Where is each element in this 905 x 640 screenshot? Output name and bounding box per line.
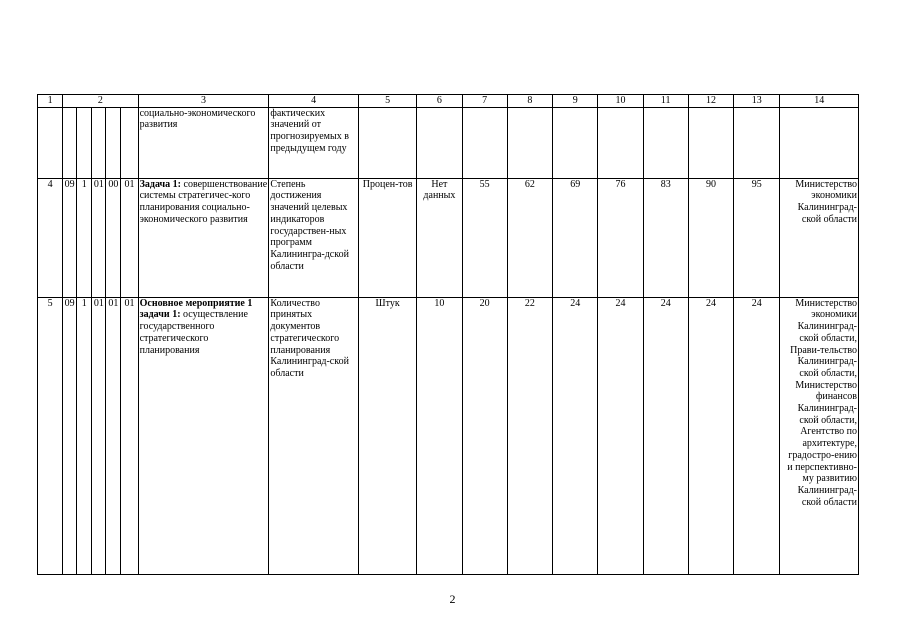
- header-col-8: 8: [507, 95, 552, 108]
- value-cell: [553, 107, 598, 178]
- code-cell: 01: [92, 178, 106, 297]
- base-value-cell: Нет данных: [417, 178, 462, 297]
- value-cell: 76: [598, 178, 643, 297]
- item-name-cell: [138, 297, 269, 574]
- header-col-4: 4: [269, 95, 359, 108]
- value-cell: [417, 107, 462, 178]
- value-cell: 20: [462, 297, 507, 574]
- value-cell: [688, 107, 733, 178]
- indicator-cell: Степень достижения значений целевых индикаторов государствен-ных программ Калинингра-дской области: [269, 178, 359, 297]
- value-cell: 24: [553, 297, 598, 574]
- header-col-11: 11: [643, 95, 688, 108]
- code-cell: 09: [63, 178, 77, 297]
- code-cell: 00: [106, 178, 121, 297]
- value-cell: 24: [598, 297, 643, 574]
- header-col-5: 5: [358, 95, 416, 108]
- header-col-9: 9: [553, 95, 598, 108]
- code-cell: 1: [77, 297, 92, 574]
- code-cell: 01: [121, 297, 138, 574]
- indicator-cell: Количество принятых документов стратегического планирования Калининград-ской области: [269, 297, 359, 574]
- value-cell: 90: [688, 178, 733, 297]
- unit-cell: Процен-тов: [358, 178, 416, 297]
- value-cell: [507, 107, 552, 178]
- indicators-table: [37, 94, 859, 575]
- value-cell: 83: [643, 178, 688, 297]
- item-name-text: совершенствование системы стратегичес-кого планирования социально-экономического развития: [139, 178, 268, 225]
- item-name-title: Основное мероприятие 1 задачи 1:: [139, 297, 253, 321]
- code-cell: [92, 107, 106, 178]
- header-col-6: 6: [417, 95, 462, 108]
- header-row: [38, 95, 859, 108]
- code-cell: 09: [63, 297, 77, 574]
- table-row: [38, 297, 859, 574]
- header-col-13: 13: [734, 95, 780, 108]
- value-cell: [643, 107, 688, 178]
- table-row: [38, 107, 859, 178]
- value-cell: 24: [688, 297, 733, 574]
- item-name-title: Задача 1:: [139, 178, 182, 190]
- code-cell: 1: [77, 178, 92, 297]
- row-number-cell: 5: [38, 297, 63, 574]
- code-cell: [121, 107, 138, 178]
- item-name-cell: [138, 178, 269, 297]
- code-cell: 01: [121, 178, 138, 297]
- value-cell: 22: [507, 297, 552, 574]
- base-value-cell: 10: [417, 297, 462, 574]
- page-number: 2: [449, 592, 456, 606]
- header-col-10: 10: [598, 95, 643, 108]
- code-cell: 01: [106, 297, 121, 574]
- item-name-text: осуществление государственного стратегического планирования: [139, 309, 248, 356]
- item-name-cell: социально-экономического развития: [138, 107, 269, 178]
- value-cell: 95: [734, 178, 780, 297]
- value-cell: 55: [462, 178, 507, 297]
- header-col-7: 7: [462, 95, 507, 108]
- row-number-cell: [38, 107, 63, 178]
- code-cell: 01: [92, 297, 106, 574]
- header-col-1: 1: [38, 95, 63, 108]
- value-cell: [462, 107, 507, 178]
- row-number-cell: 4: [38, 178, 63, 297]
- value-cell: 24: [734, 297, 780, 574]
- value-cell: 62: [507, 178, 552, 297]
- header-col-2: 2: [63, 95, 138, 108]
- responsible-cell: Министерство экономики Калининград-ской области, Прави-тельство Калининград-ской области, Министерство финансов Калининград-ской области, Агентство по архитектуре, градостро-ению и перспективно-му развитию Калининград-ской области: [780, 297, 859, 574]
- value-cell: [598, 107, 643, 178]
- header-col-14: 14: [780, 95, 859, 108]
- indicator-cell: фактических значений от прогнозируемых в предыдущем году: [269, 107, 359, 178]
- header-col-3: 3: [138, 95, 269, 108]
- value-cell: 69: [553, 178, 598, 297]
- unit-cell: [358, 107, 416, 178]
- code-cell: [77, 107, 92, 178]
- responsible-cell: Министерство экономики Калининград-ской области: [780, 178, 859, 297]
- unit-cell: Штук: [358, 297, 416, 574]
- value-cell: [734, 107, 780, 178]
- value-cell: 24: [643, 297, 688, 574]
- code-cell: [106, 107, 121, 178]
- responsible-cell: [780, 107, 859, 178]
- code-cell: [63, 107, 77, 178]
- header-col-12: 12: [688, 95, 733, 108]
- table-row: [38, 178, 859, 297]
